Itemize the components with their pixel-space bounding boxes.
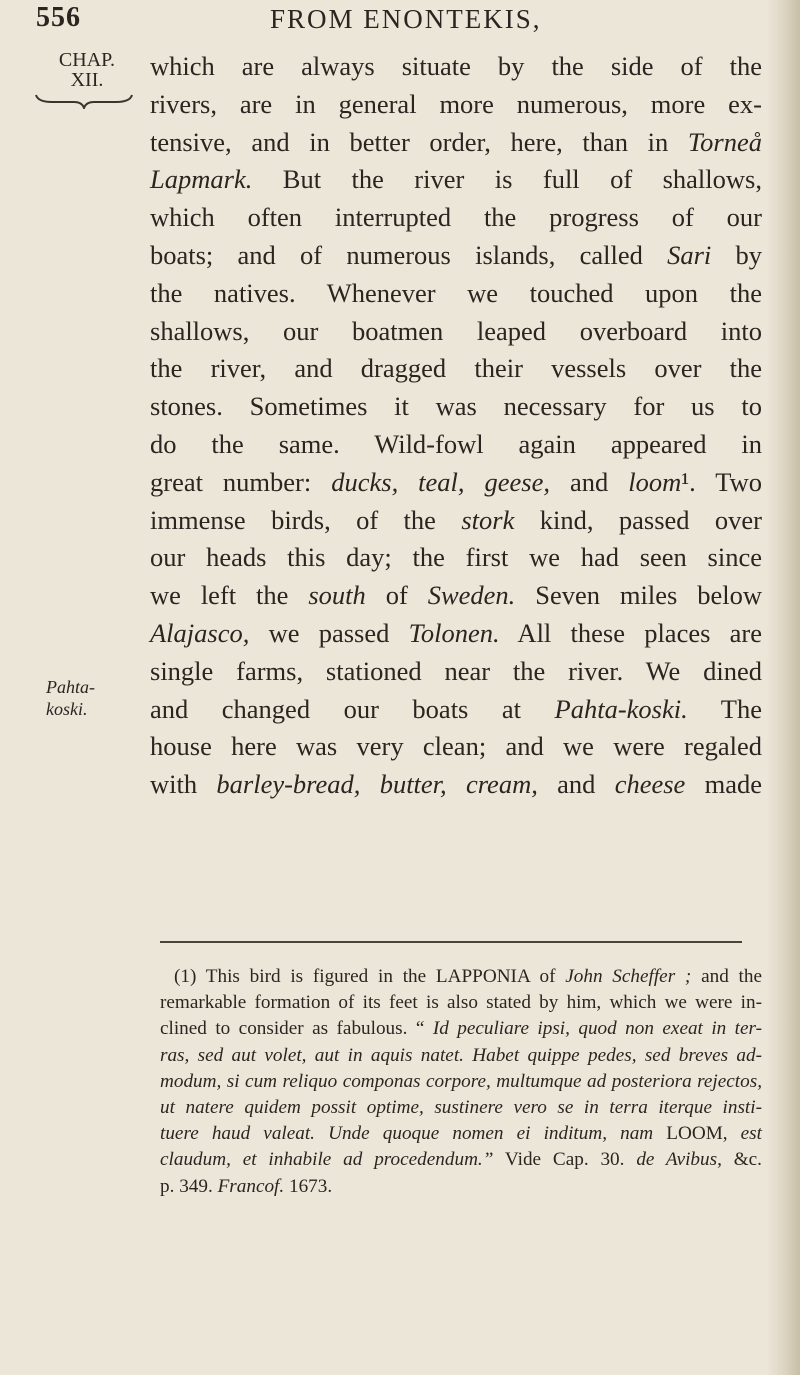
chapter-label	[52, 50, 122, 90]
footnote-line: modum, si cum reliquo componas corpore, multumque ad posteriora rejectos,	[160, 1070, 762, 1092]
margin-note	[46, 676, 146, 720]
body-line: house here was very clean; and we were regaled	[150, 731, 762, 762]
body-line: our heads this day; the first we had seen since	[150, 542, 762, 573]
body-line: we left the south of Sweden. Seven miles below	[150, 580, 762, 611]
body-line: shallows, our boatmen leaped overboard into	[150, 315, 762, 346]
body-line: tensive, and in better order, here, than in Torneå	[150, 126, 762, 157]
body-line: with barley-bread, butter, cream, and cheese made	[150, 769, 763, 800]
footnote-line: remarkable formation of its feet is also stated by him, which we were in-	[160, 992, 762, 1014]
margin-note-line: Pahta-	[46, 677, 95, 697]
body-line: single farms, stationed near the river. We dined	[150, 655, 762, 686]
footnote-line: p. 349. Francof. 1673.	[160, 1175, 333, 1197]
chapter-brace	[34, 93, 134, 109]
body-line: the natives. Whenever we touched upon the	[150, 277, 762, 308]
page-number: 556	[36, 2, 81, 33]
body-line: Lapmark. But the river is full of shallows,	[150, 164, 762, 195]
body-line: do the same. Wild-fowl again appeared in	[150, 428, 762, 459]
margin-note-line: koski.	[46, 699, 88, 719]
footnote-line: ut natere quidem possit optime, sustinere vero se in terra iterque insti-	[160, 1097, 762, 1119]
body-line: stones. Sometimes it was necessary for us to	[150, 391, 762, 422]
footnote	[160, 964, 762, 1200]
body-line: Alajasco, we passed Tolonen. All these places are	[150, 617, 762, 648]
footnote-line: clined to consider as fabulous. “ Id peculiare ipsi, quod non exeat in ter-	[160, 1018, 762, 1040]
body-line: and changed our boats at Pahta-koski. The	[150, 693, 762, 724]
page-edge-shadow	[766, 0, 800, 1375]
footnote-line: claudum, et inhabile ad procedendum.” Vide Cap. 30. de Avibus, &c.	[160, 1149, 762, 1171]
running-head: FROM ENONTEKIS,	[270, 4, 542, 34]
chapter-number: XII.	[70, 69, 104, 91]
footnote-line: tuere haud valeat. Unde quoque nomen ei inditum, nam LOOM, est	[160, 1123, 762, 1145]
body-line: immense birds, of the stork kind, passed over	[150, 504, 763, 535]
footnote-rule	[160, 941, 742, 943]
chapter-label-line: CHAP.	[58, 49, 116, 71]
page-header	[0, 2, 800, 42]
body-line: rivers, are in general more numerous, more ex-	[150, 88, 762, 119]
footnote-line: (1) This bird is figured in the LAPPONIA of John Scheffer ; and the	[174, 966, 762, 987]
body-line: boats; and of numerous islands, called Sari by	[150, 239, 763, 270]
body-line: which often interrupted the progress of our	[150, 202, 762, 233]
body-line: the river, and dragged their vessels over the	[150, 353, 762, 384]
footnote-line: ras, sed aut volet, aut in aquis natet. Habet quippe pedes, sed breves ad-	[160, 1044, 762, 1066]
body-text	[150, 48, 762, 804]
body-line: which are always situate by the side of the	[150, 51, 762, 81]
body-line: great number: ducks, teal, geese, and loom¹. Two	[150, 466, 762, 497]
